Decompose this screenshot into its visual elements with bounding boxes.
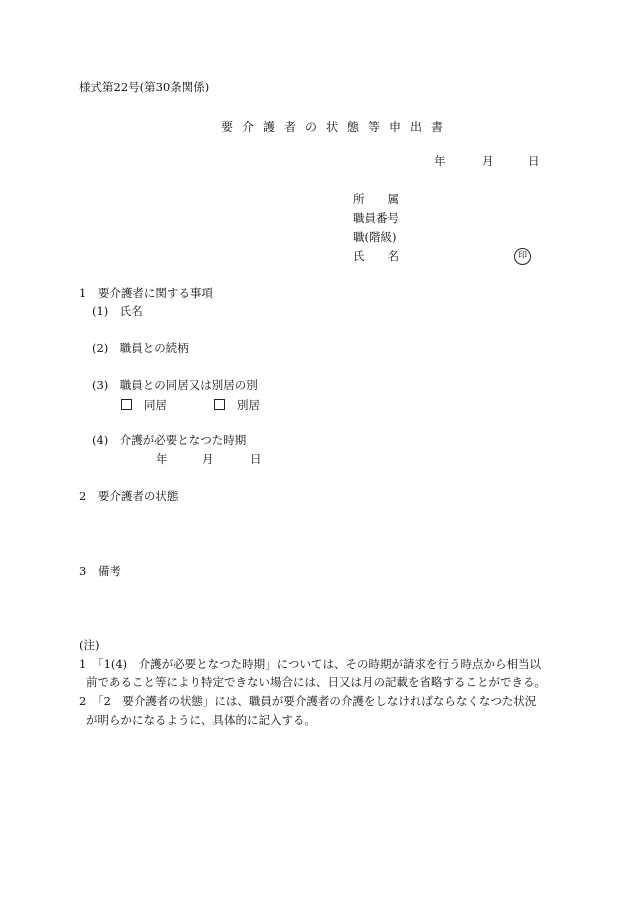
- option-cohabit[interactable]: [121, 399, 167, 412]
- section1-heading: 1 要介護者に関する事項: [79, 286, 213, 300]
- section2-heading: 2 要介護者の状態: [79, 489, 179, 503]
- seal-icon: 印: [514, 248, 531, 265]
- name-label: 氏 名: [353, 249, 399, 263]
- employee-number-label: 職員番号: [353, 211, 399, 225]
- section3-heading: 3 備考: [79, 564, 121, 578]
- note2-line1: 2 「2 要介護者の状態」には、職員が要介護者の介護をしなければならなくなつた状況: [79, 694, 537, 708]
- item-name: (1) 氏名: [92, 304, 143, 318]
- notes-heading: (注): [79, 638, 100, 652]
- note1-line2: 前であること等により特定できない場合には、日又は月の記載を省略することができる。: [86, 675, 546, 689]
- seal-mark: [514, 248, 531, 265]
- affiliation-label: 所 属: [353, 192, 399, 206]
- care-year-label: 年: [156, 452, 168, 466]
- option-separate[interactable]: [214, 399, 260, 412]
- item-relationship: (2) 職員との続柄: [92, 341, 189, 355]
- form-number: 様式第22号(第30条関係): [79, 80, 210, 94]
- date-day-label: 日: [528, 154, 540, 168]
- care-month-label: 月: [202, 452, 214, 466]
- care-day-label: 日: [250, 452, 262, 466]
- checkbox-icon[interactable]: [121, 399, 132, 410]
- checkbox-icon[interactable]: [214, 399, 225, 410]
- note2-line2: が明らかになるように、具体的に記入する。: [86, 713, 316, 727]
- note1-line1: 1 「1(4) 介護が必要となつた時期」については、その時期が請求を行う時点から相当以: [79, 657, 541, 671]
- option-separate-label: 別居: [237, 398, 260, 412]
- item-care-start: (4) 介護が必要となつた時期: [92, 433, 247, 447]
- date-year-label: 年: [434, 154, 446, 168]
- date-month-label: 月: [482, 154, 494, 168]
- item-residence: (3) 職員との同居又は別居の別: [92, 378, 258, 392]
- page-title: 要介護者の状態等申出書: [221, 120, 453, 134]
- option-cohabit-label: 同居: [144, 398, 167, 412]
- rank-label: 職(階級): [353, 230, 397, 244]
